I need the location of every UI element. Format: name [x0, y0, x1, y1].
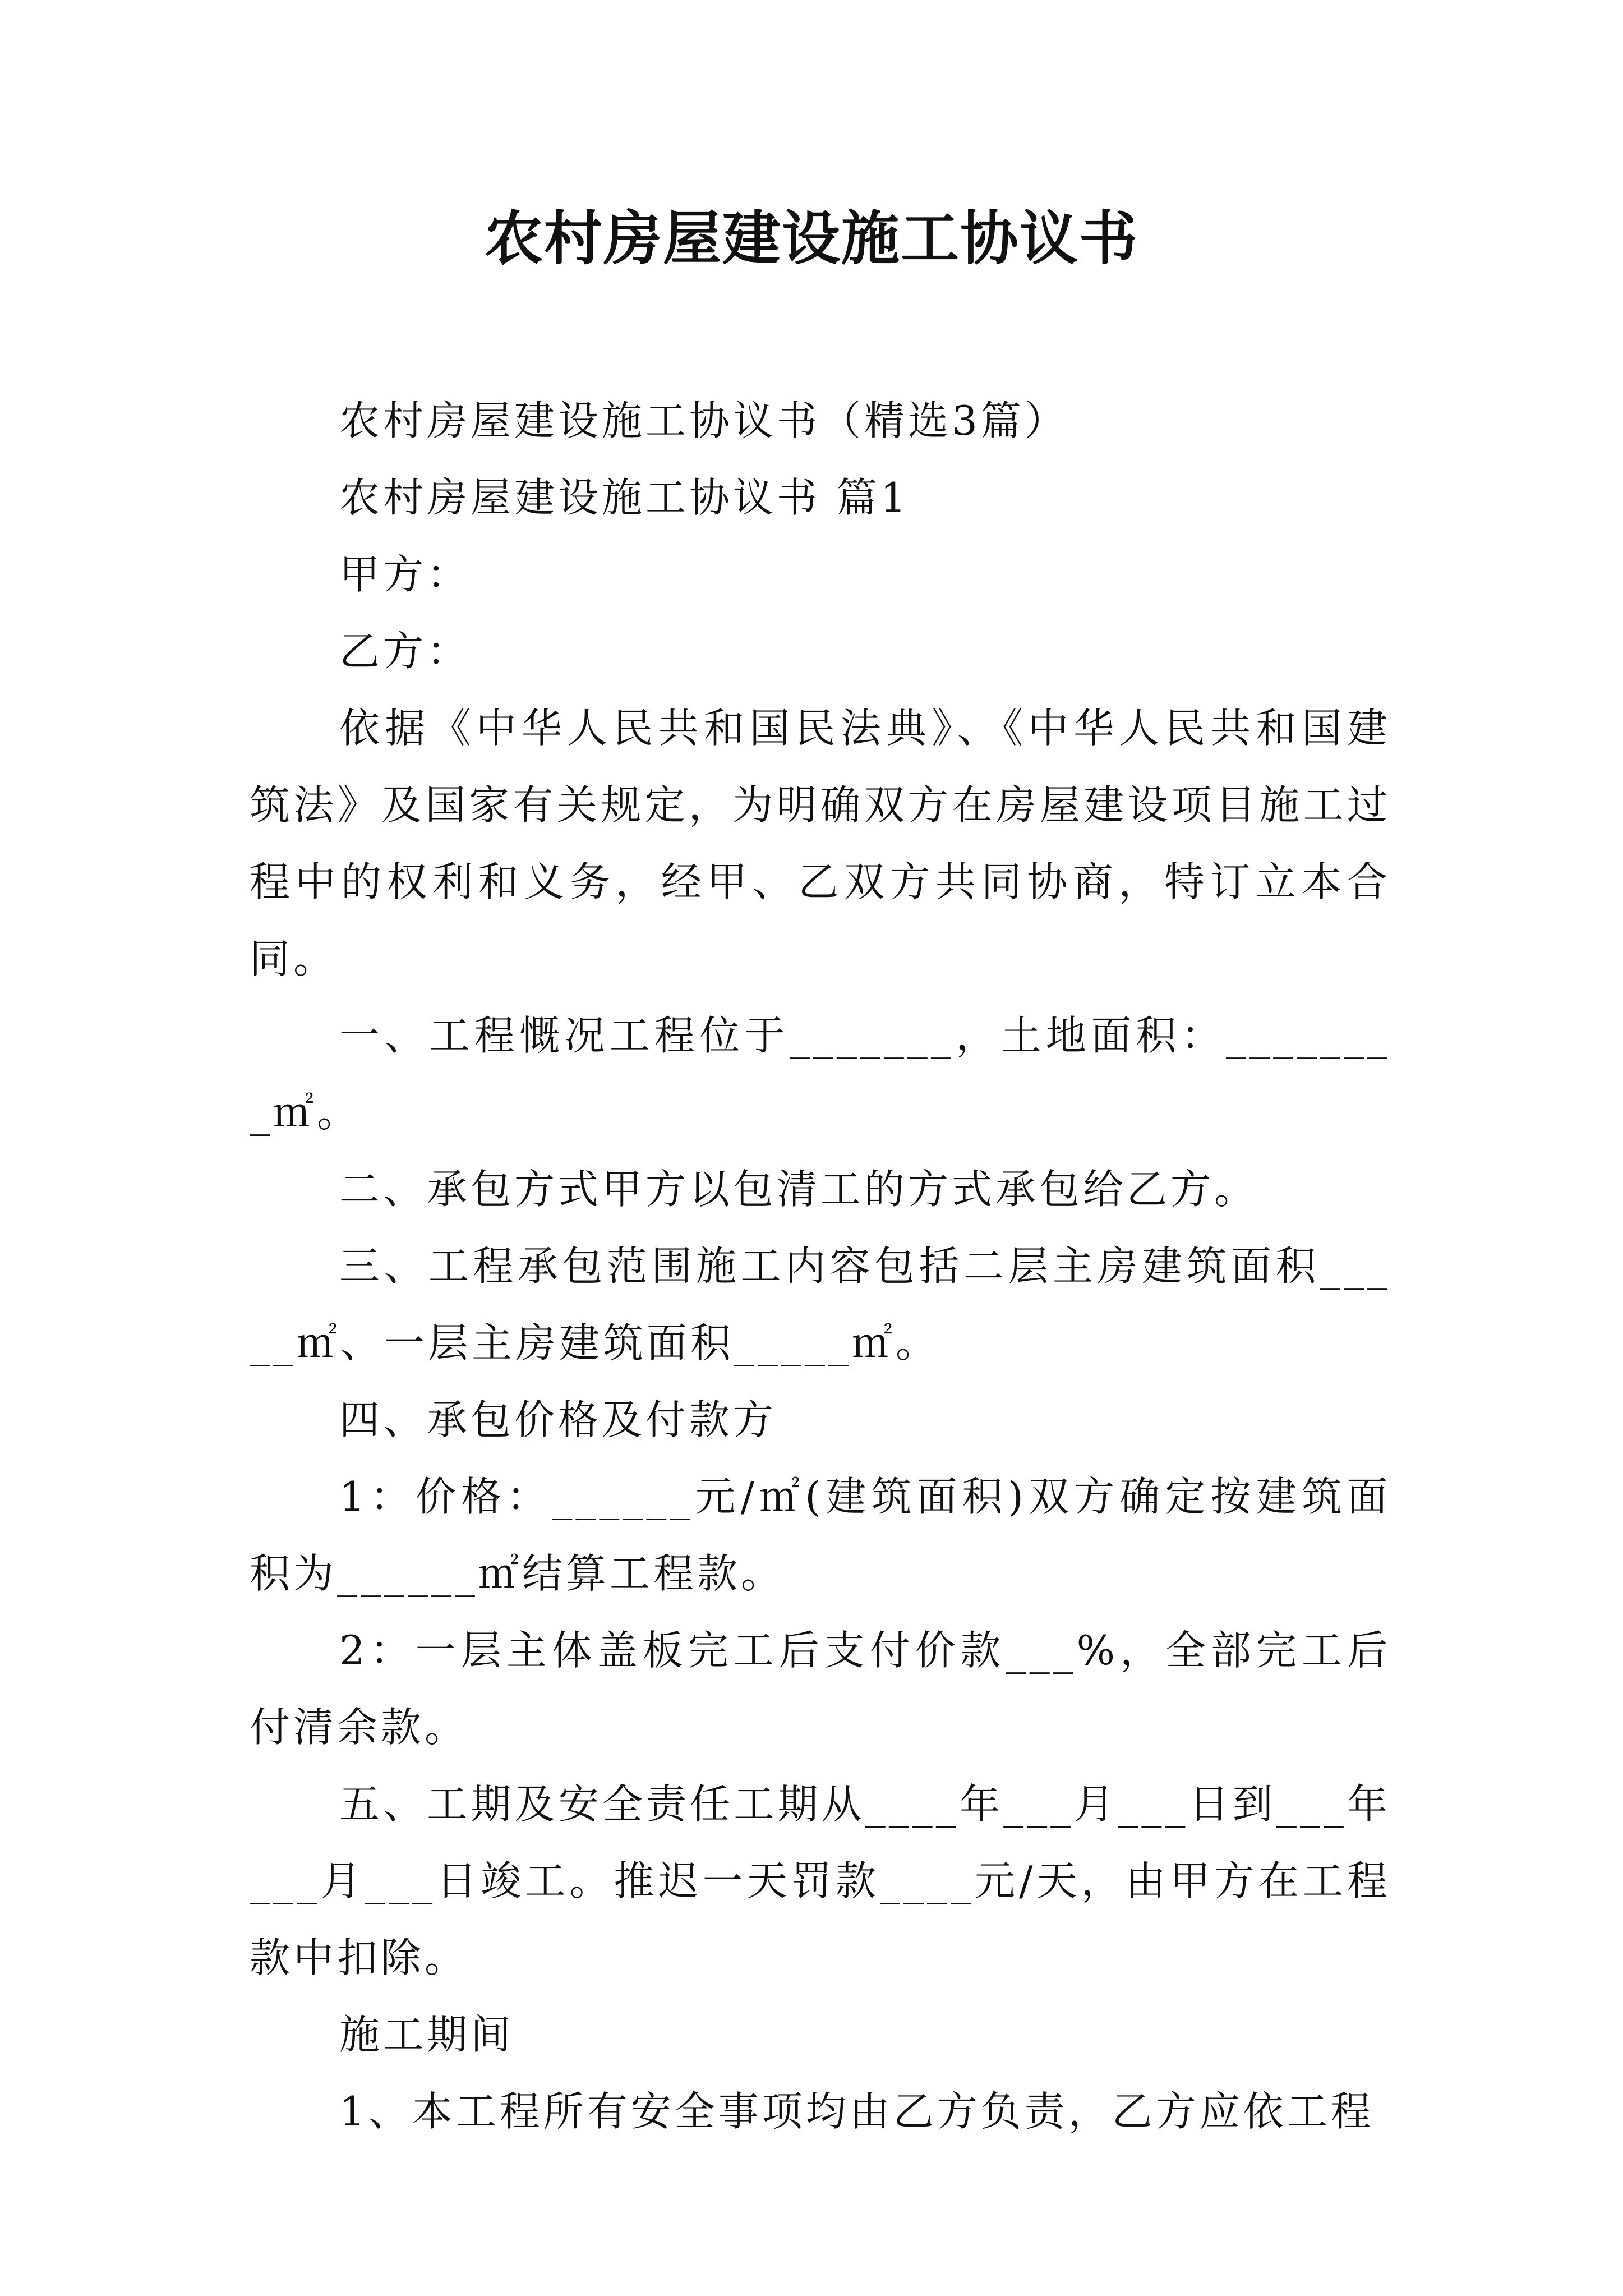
party-b-line: 乙方： [339, 628, 471, 675]
construction-period-heading: 施工期间 [339, 2011, 515, 2058]
clause-4-item-2: 2：一层主体盖板完工后支付价款___%，全部完工后付清余款。 [250, 1627, 1391, 1751]
preamble-paragraph: 依据《中华人民共和国民法典》、《中华人民共和国建筑法》及国家有关规定，为明确双方在房屋建设项目施工过程中的权利和义务，经甲、乙双方共同协商，特订立本合同。 [250, 705, 1391, 982]
clause-2-paragraph: 二、承包方式甲方以包清工的方式承包给乙方。 [339, 1166, 1258, 1213]
clause-4-item-1: 1：价格：______元/㎡(建筑面积)双方确定按建筑面积为______㎡结算工程款。 [250, 1473, 1391, 1597]
clause-3-paragraph: 三、工程承包范围施工内容包括二层主房建筑面积_____㎡、一层主房建筑面积_____㎡。 [250, 1243, 1391, 1366]
section-heading: 农村房屋建设施工协议书 篇1 [339, 474, 910, 521]
safety-item-1: 1、本工程所有安全事项均由乙方负责，乙方应依工程 [339, 2088, 1375, 2135]
party-a-line: 甲方： [339, 551, 471, 598]
document-body [250, 383, 1391, 2150]
clause-4-heading: 四、承包价格及付款方 [339, 1396, 777, 1443]
document-title: 农村房屋建设施工协议书 [484, 204, 1138, 273]
clause-5-paragraph: 五、工期及安全责任工期从____年___月___日到___年___月___日竣工。推迟一天罚款____元/天，由甲方在工程款中扣除。 [250, 1780, 1391, 1981]
clause-1-paragraph: 一、工程慨况工程位于_______，土地面积：________㎡。 [250, 1012, 1391, 1136]
subtitle-paragraph: 农村房屋建设施工协议书（精选3篇） [339, 397, 1068, 444]
